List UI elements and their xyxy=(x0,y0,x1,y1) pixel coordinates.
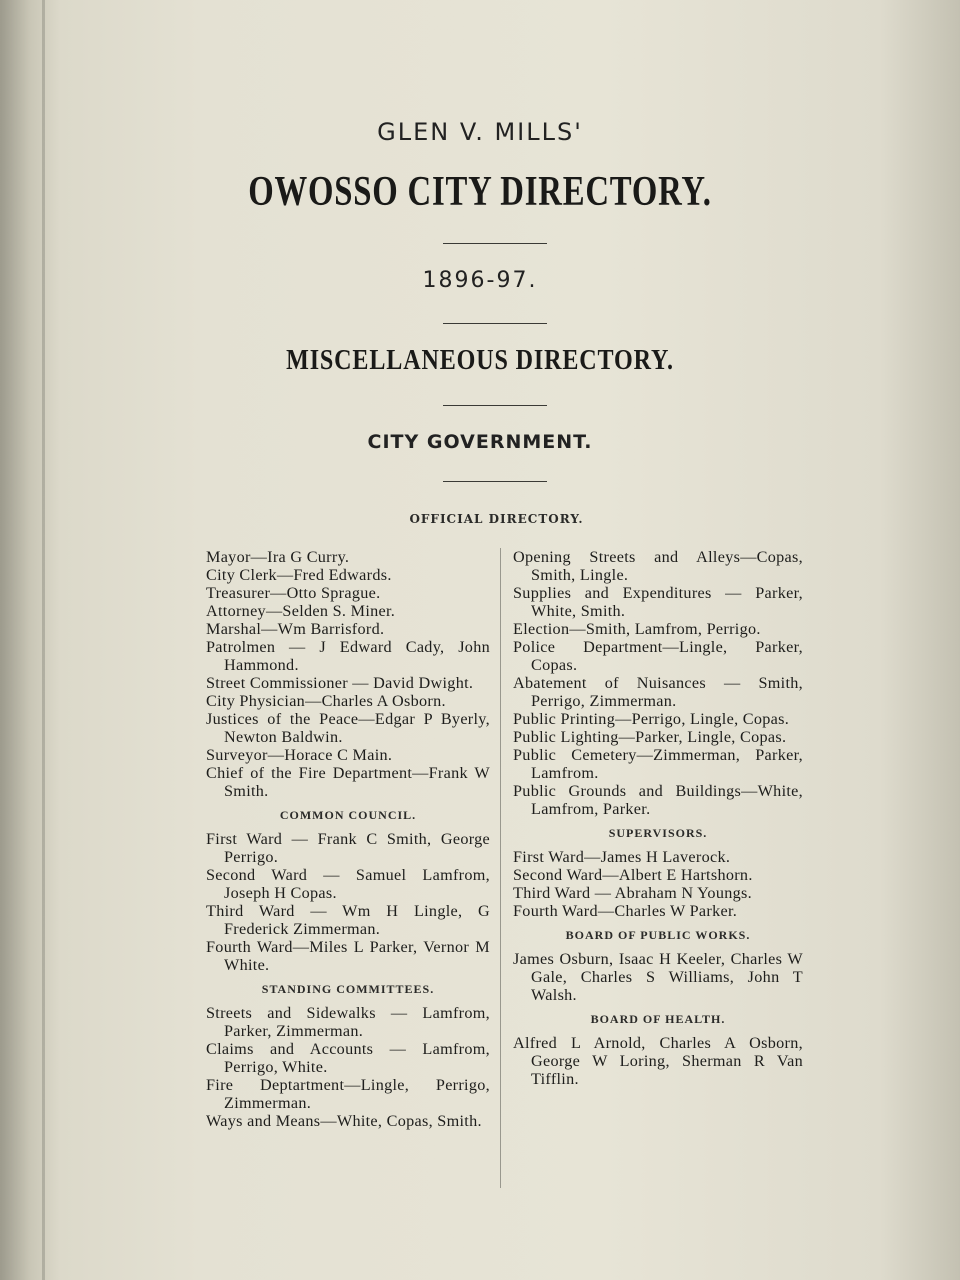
official-entry: Street Commissioner — David Dwight. xyxy=(206,674,474,692)
official-entry: Treasurer—Otto Sprague. xyxy=(206,584,381,602)
supervisor-entry: Fourth Ward—Charles W Parker. xyxy=(513,902,738,920)
council-entry: First Ward — Frank C Smith, George Perrigo. xyxy=(206,830,490,866)
committee-entry: Public Grounds and Buildings—White, Lamfrom, Parker. xyxy=(513,782,803,818)
divider-rule xyxy=(443,405,547,406)
standing-committees-heading: STANDING COMMITTEES. xyxy=(261,982,435,996)
committee-entry: Opening Streets and Alleys—Copas, Smith, Lingle. xyxy=(513,548,803,584)
public-works-heading: BOARD OF PUBLIC WORKS. xyxy=(565,928,751,942)
section-title: MISCELLANEOUS DIRECTORY. xyxy=(286,345,674,376)
official-entry: Justices of the Peace—Edgar P Byerly, Newton Baldwin. xyxy=(206,710,490,746)
committee-entry: Abatement of Nuisances — Smith, Perrigo, Zimmerman. xyxy=(513,674,803,710)
official-entry: Chief of the Fire Department—Frank W Smith. xyxy=(206,764,490,800)
column-divider xyxy=(500,548,501,1188)
board-of-health-members: Alfred L Arnold, Charles A Osborn, George W Loring, Sherman R Van Tifflin. xyxy=(513,1034,803,1088)
committee-entry: Police Department—Lingle, Parker, Copas. xyxy=(513,638,803,674)
public-works-members: James Osburn, Isaac H Keeler, Charles W Gale, Charles S Williams, John T Walsh. xyxy=(513,950,803,1004)
committee-entry: Ways and Means—White, Copas, Smith. xyxy=(206,1112,482,1130)
publisher-name: GLEN V. MILLS' xyxy=(377,118,583,146)
supervisor-entry: Third Ward — Abraham N Youngs. xyxy=(513,884,752,902)
page-gutter-shadow xyxy=(42,0,45,1280)
committee-entry: Public Printing—Perrigo, Lingle, Copas. xyxy=(513,710,790,728)
left-column xyxy=(206,548,490,1130)
divider-rule xyxy=(443,243,547,244)
official-entry: City Physician—Charles A Osborn. xyxy=(206,692,446,710)
board-of-health-heading: BOARD OF HEALTH. xyxy=(590,1012,726,1026)
official-entry: Patrolmen — J Edward Cady, John Hammond. xyxy=(206,638,490,674)
committee-entry: Fire Deptartment—Lingle, Perrigo, Zimmerman. xyxy=(206,1076,490,1112)
directory-title: OWOSSO CITY DIRECTORY. xyxy=(248,169,712,215)
official-entry: City Clerk—Fred Edwards. xyxy=(206,566,392,584)
committee-entry: Supplies and Expenditures — Parker, White, Smith. xyxy=(513,584,803,620)
council-entry: Fourth Ward—Miles L Parker, Vernor M White. xyxy=(206,938,490,974)
official-entry: Surveyor—Horace C Main. xyxy=(206,746,393,764)
supervisor-entry: Second Ward—Albert E Hartshorn. xyxy=(513,866,753,884)
supervisor-entry: First Ward—James H Laverock. xyxy=(513,848,731,866)
committee-entry: Public Cemetery—Zimmerman, Parker, Lamfrom. xyxy=(513,746,803,782)
common-council-heading: COMMON COUNCIL. xyxy=(279,808,417,822)
official-directory-heading: OFFICIAL DIRECTORY. xyxy=(409,512,584,526)
council-entry: Second Ward — Samuel Lamfrom, Joseph H Copas. xyxy=(206,866,490,902)
right-column xyxy=(513,548,803,1088)
committee-entry: Public Lighting—Parker, Lingle, Copas. xyxy=(513,728,787,746)
committee-entry: Claims and Accounts — Lamfrom, Perrigo, White. xyxy=(206,1040,490,1076)
divider-rule xyxy=(443,323,547,324)
subsection-title: CITY GOVERNMENT. xyxy=(367,431,593,453)
supervisors-heading: SUPERVISORS. xyxy=(608,826,708,840)
committee-entry: Streets and Sidewalks — Lamfrom, Parker, Zimmerman. xyxy=(206,1004,490,1040)
official-entry: Mayor—Ira G Curry. xyxy=(206,548,350,566)
divider-rule xyxy=(443,481,547,482)
council-entry: Third Ward — Wm H Lingle, G Frederick Zimmerman. xyxy=(206,902,490,938)
official-entry: Marshal—Wm Barrisford. xyxy=(206,620,385,638)
official-entry: Attorney—Selden S. Miner. xyxy=(206,602,396,620)
committee-entry: Election—Smith, Lamfrom, Perrigo. xyxy=(513,620,761,638)
directory-year: 1896-97. xyxy=(422,268,538,293)
